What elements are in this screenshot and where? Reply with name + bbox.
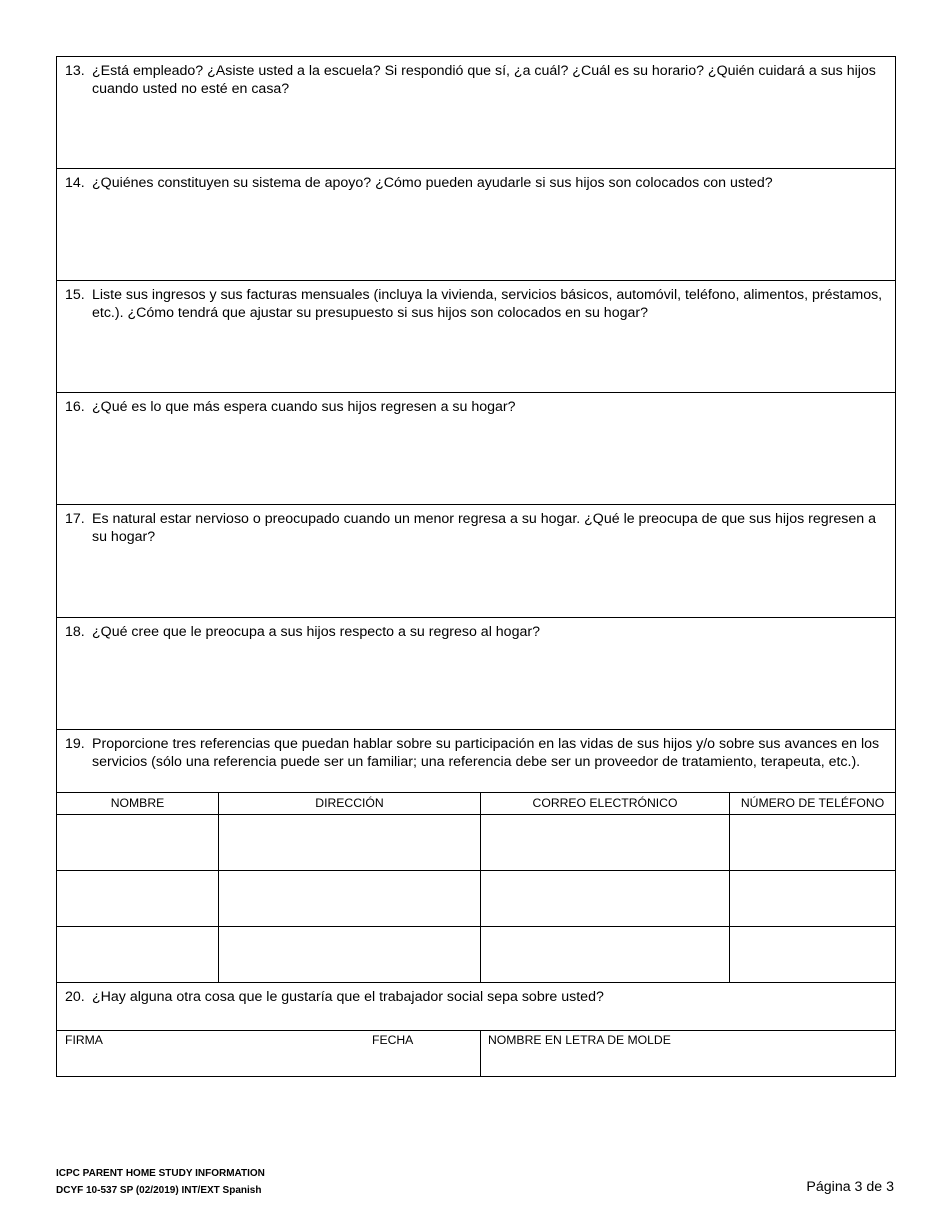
header-direccion: DIRECCIÓN [219, 793, 481, 815]
question-19-text: Proporcione tres referencias que puedan hablar sobre su participación en las vidas de sus hijos y/o sobre sus avances en los servicios (sólo una referencia puede ser un familiar; una referencia debe ser un proveedor de tratamiento, terapeuta, etc.). [92, 736, 880, 770]
question-20-number: 20. [65, 989, 85, 1005]
reference-row-1 [57, 815, 896, 871]
printed-name-field[interactable] [481, 1031, 896, 1077]
question-17-box[interactable] [57, 505, 896, 618]
signature-row [57, 1031, 896, 1077]
reference-row-2 [57, 871, 896, 927]
home-study-form [56, 56, 896, 1077]
question-13-text: ¿Está empleado? ¿Asiste usted a la escuela? Si respondió que sí, ¿a cuál? ¿Cuál es su horario? ¿Quién cuidará a sus hijos cuando usted no esté en casa? [92, 63, 876, 97]
question-18-number: 18. [65, 624, 85, 640]
question-15-box[interactable] [57, 281, 896, 393]
question-19-box [57, 730, 896, 793]
reference-2-direccion-field[interactable] [219, 871, 481, 927]
header-nombre: NOMBRE [57, 793, 219, 815]
reference-1-telefono-field[interactable] [730, 815, 896, 871]
form-footer-id [56, 1165, 265, 1199]
reference-2-nombre-field[interactable] [57, 871, 219, 927]
question-17-number: 17. [65, 511, 85, 527]
question-13-number: 13. [65, 63, 85, 79]
question-16-text: ¿Qué es lo que más espera cuando sus hijos regresen a su hogar? [92, 399, 516, 415]
question-14-text: ¿Quiénes constituyen su sistema de apoyo? ¿Cómo pueden ayudarle si sus hijos son colocados con usted? [92, 175, 773, 191]
question-20-text: ¿Hay alguna otra cosa que le gustaría que el trabajador social sepa sobre usted? [92, 989, 604, 1005]
question-16-box[interactable] [57, 393, 896, 505]
reference-3-correo-field[interactable] [481, 927, 730, 983]
printed-name-label: NOMBRE EN LETRA DE MOLDE [488, 1033, 671, 1047]
reference-1-correo-field[interactable] [481, 815, 730, 871]
question-20-box[interactable] [57, 983, 896, 1031]
question-15-text: Liste sus ingresos y sus facturas mensuales (incluya la vivienda, servicios básicos, automóvil, teléfono, alimentos, préstamos, etc.). ¿Cómo tendrá que ajustar su presupuesto si sus hijos son colocados en su hogar? [92, 287, 883, 321]
question-18-text: ¿Qué cree que le preocupa a sus hijos respecto a su regreso al hogar? [92, 624, 540, 640]
reference-3-direccion-field[interactable] [219, 927, 481, 983]
question-19-number: 19. [65, 736, 85, 752]
page-number: Página 3 de 3 [806, 1179, 894, 1195]
question-14-box[interactable] [57, 169, 896, 281]
reference-3-telefono-field[interactable] [730, 927, 896, 983]
question-15-number: 15. [65, 287, 85, 303]
question-17-text: Es natural estar nervioso o preocupado cuando un menor regresa a su hogar. ¿Qué le preocupa de que sus hijos regresen a su hogar? [92, 511, 876, 545]
footer-form-title: ICPC PARENT HOME STUDY INFORMATION [56, 1168, 265, 1179]
signature-date-field[interactable] [57, 1031, 481, 1077]
reference-row-3 [57, 927, 896, 983]
header-correo: CORREO ELECTRÓNICO [481, 793, 730, 815]
header-telefono: NÚMERO DE TELÉFONO [730, 793, 896, 815]
reference-1-direccion-field[interactable] [219, 815, 481, 871]
references-header-row [57, 793, 896, 815]
reference-2-correo-field[interactable] [481, 871, 730, 927]
reference-1-nombre-field[interactable] [57, 815, 219, 871]
reference-2-telefono-field[interactable] [730, 871, 896, 927]
reference-3-nombre-field[interactable] [57, 927, 219, 983]
question-16-number: 16. [65, 399, 85, 415]
footer-form-number: DCYF 10-537 SP (02/2019) INT/EXT Spanish [56, 1185, 262, 1196]
question-14-number: 14. [65, 175, 85, 191]
question-18-box[interactable] [57, 618, 896, 730]
fecha-label: FECHA [372, 1033, 414, 1047]
firma-label: FIRMA [65, 1033, 103, 1047]
question-13-box[interactable] [57, 57, 896, 169]
